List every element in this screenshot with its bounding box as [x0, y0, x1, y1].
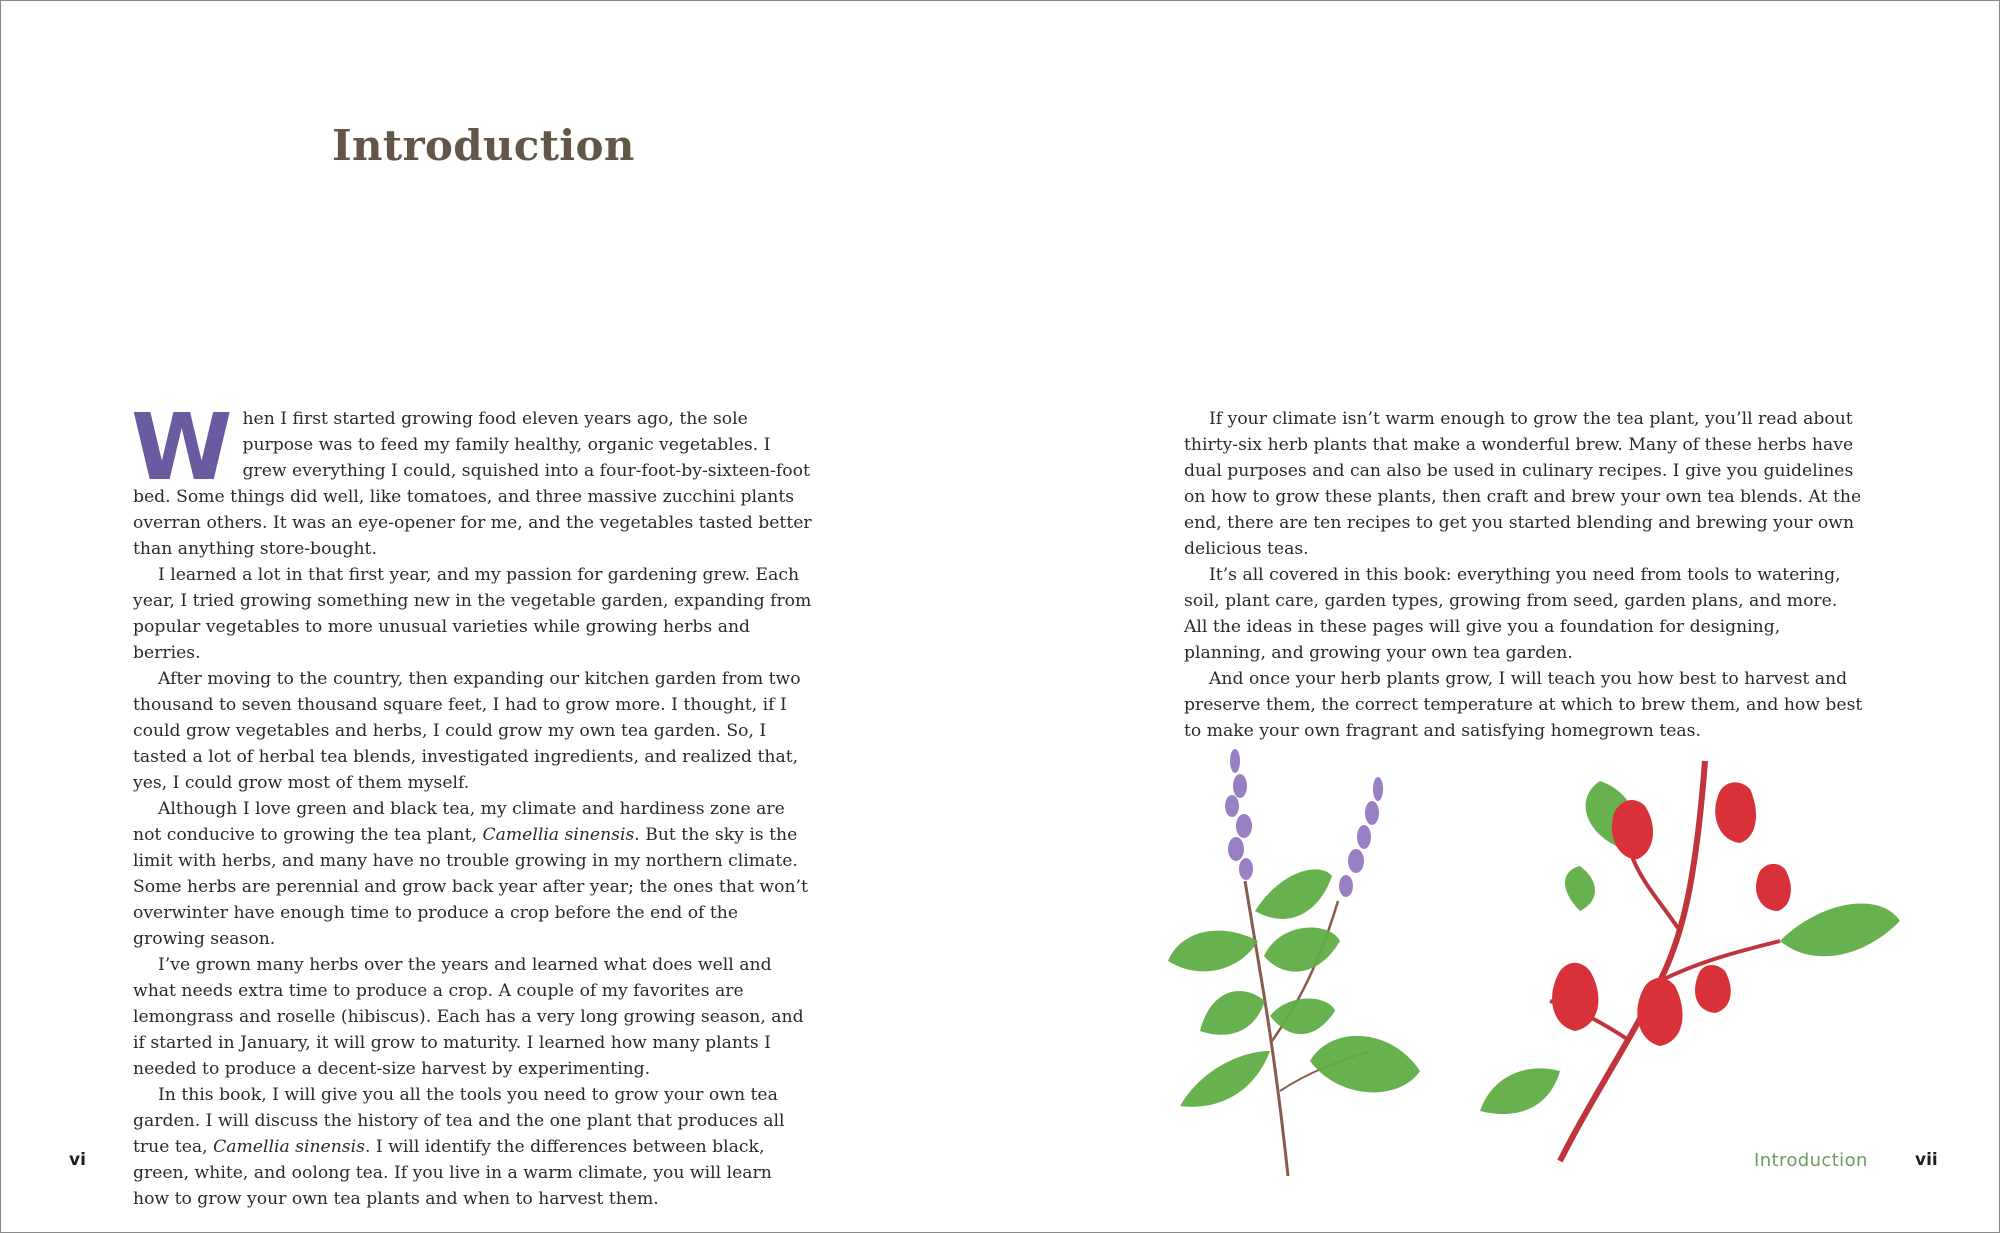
drop-cap: W [131, 394, 233, 501]
paragraph-1 [131, 394, 813, 562]
paragraph-9: And once your herb plants grow, I will teach you how best to harvest and preserve them, the correct temperature at which to brew them, and how best to make your own fragrant and satisfying homegrown teas. [1184, 669, 1863, 741]
paragraph-2: I learned a lot in that first year, and my passion for gardening grew. Each year, I tried growing something new in the vegetable garden, expanding from popular vegetables to more unusual varieties while growing herbs and berries. [133, 565, 812, 663]
paragraph-6-text-b: . I will identify the differences between black, green, white, and oolong tea. If you live in a warm climate, you will learn how to grow your own tea plants and when to harvest them. [133, 1137, 772, 1209]
paragraph-6 [133, 1082, 813, 1212]
paragraph-4-text-b: . But the sky is the limit with herbs, and many have no trouble growing in my northern climate. Some herbs are perennial and grow back year after year; the ones that won’t overwinter have enough time to produce a crop before the end of the growing season. [133, 825, 808, 949]
paragraph-8: It’s all covered in this book: everything you need from tools to watering, soil, plant care, garden types, growing from seed, garden plans, and more. All the ideas in these pages will give you a foundation for designing, planning, and growing your own tea garden. [1184, 565, 1841, 663]
right-page [1000, 1, 1999, 1232]
chapter-title: Introduction [332, 121, 635, 170]
paragraph-4 [133, 796, 813, 952]
species-name: Camellia sinensis [482, 825, 635, 845]
right-body-text [1184, 406, 1864, 744]
paragraph-6-text-a: In this book, I will give you all the tools you need to grow your own tea garden. I will discuss the history of tea and the one plant that produces all true tea, [133, 1085, 785, 1157]
herb-illustration-svg [1160, 741, 1920, 1181]
page-number-right: vii [1915, 1150, 1938, 1170]
paragraph-5: I’ve grown many herbs over the years and learned what does well and what needs extra time to produce a crop. A couple of my favorites are lemongrass and roselle (hibiscus). Each has a very long growing season, and if started in January, it will grow to maturity. I learned how many plants I needed to produce a decent-size harvest by experimenting. [133, 955, 804, 1079]
paragraph-4-text-a: Although I love green and black tea, my climate and hardiness zone are not conducive to growing the tea plant, [133, 799, 785, 845]
page-number-left: vi [69, 1150, 86, 1170]
running-head: Introduction [1754, 1150, 1868, 1171]
left-page [1, 1, 1000, 1232]
paragraph-1-text: hen I first started growing food eleven years ago, the sole purpose was to feed my family healthy, organic vegetables. I grew everything I could, squished into a four-foot-by-sixteen-foot bed. Some things did well, like tomatoes, and three massive zucchini plants overran others. It was an eye-opener for me, and the vegetables tasted better than anything store-bought. [133, 409, 812, 559]
paragraph-3: After moving to the country, then expanding our kitchen garden from two thousand to seven thousand square feet, I had to grow more. I thought, if I could grow vegetables and herbs, I could grow my own tea garden. So, I tasted a lot of herbal tea blends, investigated ingredients, and realized that, yes, I could grow most of them myself. [133, 669, 801, 793]
paragraph-7: If your climate isn’t warm enough to grow the tea plant, you’ll read about thirty-six herb plants that make a wonderful brew. Many of these herbs have dual purposes and can also be used in culinary recipes. I give you guidelines on how to grow these plants, then craft and brew your own tea blends. At the end, there are ten recipes to get you started blending and brewing your own delicious teas. [1184, 409, 1862, 559]
basil-plant [1168, 749, 1420, 1176]
left-body-text [131, 394, 813, 1212]
roselle-plant [1480, 761, 1900, 1161]
herb-illustration [1160, 741, 1920, 1181]
species-name: Camellia sinensis [213, 1137, 365, 1157]
